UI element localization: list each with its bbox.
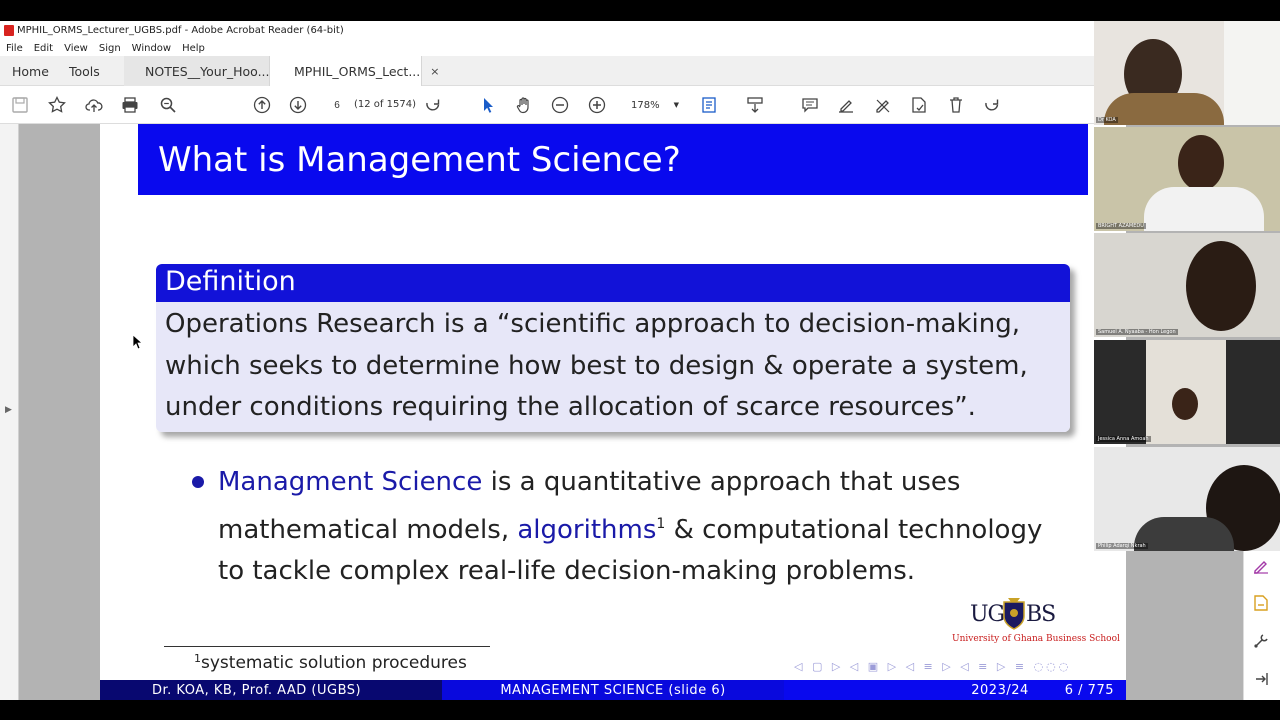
footer-year: 2023/24 <box>971 682 1029 698</box>
window-title: MPHIL_ORMS_Lecturer_UGBS.pdf - Adobe Acrobat Reader (64-bit) <box>17 25 344 36</box>
participant-name: Jessica Anna Amoah <box>1098 436 1149 442</box>
menu-file[interactable]: File <box>6 42 23 54</box>
delete-trash-icon[interactable] <box>946 95 966 115</box>
participant-face <box>1172 388 1198 420</box>
close-tab-icon[interactable]: × <box>430 64 440 78</box>
select-cursor-icon[interactable] <box>478 95 498 115</box>
tab-document-notes[interactable] <box>124 56 270 86</box>
footnote-marker[interactable]: 1 <box>656 515 666 532</box>
page-number-input[interactable] <box>322 96 352 114</box>
logo-text-left: UG <box>970 602 1005 627</box>
redo-icon[interactable] <box>982 95 1002 115</box>
tab-document-mphil-label: MPHIL_ORMS_Lect... <box>294 63 421 79</box>
tools-wrench-icon[interactable] <box>1250 630 1272 652</box>
video-tile[interactable] <box>1094 127 1280 231</box>
term-management-science: Managment Science <box>218 467 483 497</box>
pdf-slide-page <box>100 124 1126 700</box>
previous-page-icon[interactable] <box>252 95 272 115</box>
footnote <box>194 652 467 673</box>
acrobat-app-icon <box>4 25 14 36</box>
video-tile[interactable] <box>1094 21 1280 125</box>
expand-left-panel-icon[interactable]: ▶ <box>5 405 12 415</box>
page-count-label: (12 of 1574) <box>354 99 416 110</box>
tab-document-mphil[interactable] <box>270 56 440 86</box>
edit-pdf-icon[interactable] <box>1250 555 1272 577</box>
participant-shirt <box>1144 187 1264 231</box>
logo-subtitle: University of Ghana Business School <box>952 634 1120 644</box>
ugbs-crest-icon <box>1002 596 1026 630</box>
export-pdf-icon[interactable] <box>1250 592 1272 614</box>
definition-line: under conditions requiring the allocation of scarce resources”. <box>165 392 976 422</box>
save-icon[interactable] <box>10 95 30 115</box>
mouse-cursor-icon <box>132 334 142 350</box>
definition-heading: Definition <box>156 264 1070 302</box>
footer-right <box>784 680 1126 700</box>
tab-home-label: Home <box>12 63 49 79</box>
video-tile[interactable] <box>1094 233 1280 337</box>
definition-line: Operations Research is a “scientific approach to decision-making, <box>165 309 1020 339</box>
participant-face <box>1178 135 1224 191</box>
slide-footer <box>100 680 1126 700</box>
participant-shirt <box>1134 517 1234 551</box>
footnote-divider <box>164 646 490 647</box>
chevron-down-icon: ▼ <box>673 101 679 109</box>
rotate-icon[interactable] <box>423 95 443 115</box>
zoom-in-icon[interactable] <box>587 95 607 115</box>
definition-body <box>156 302 1070 432</box>
fit-page-icon[interactable] <box>700 95 720 115</box>
draw-signature-icon[interactable] <box>873 95 893 115</box>
bullet-text <box>218 462 1058 593</box>
bookmark-star-icon[interactable] <box>47 95 67 115</box>
menu-sign[interactable]: Sign <box>98 42 121 54</box>
search-icon[interactable] <box>158 95 178 115</box>
footer-course: MANAGEMENT SCIENCE (slide 6) <box>442 680 784 700</box>
zoom-level-value: 178% <box>631 99 660 111</box>
ugbs-logo <box>952 594 1120 650</box>
print-icon[interactable] <box>120 95 140 115</box>
comment-icon[interactable] <box>800 95 820 115</box>
participant-name: Dr KOA <box>1098 117 1116 123</box>
menu-view[interactable]: View <box>64 42 88 54</box>
left-panel-collapsed[interactable] <box>0 124 19 700</box>
bookshelf-background <box>1224 21 1280 125</box>
footer-authors: Dr. KOA, KB, Prof. AAD (UGBS) <box>100 680 442 700</box>
menu-bar <box>0 40 1094 56</box>
participant-name: Samuel A. Nyaaba - Hon Legon <box>1098 329 1176 335</box>
participant-name: BRIGHT AZAMEDU <box>1098 223 1144 229</box>
fill-sign-icon[interactable] <box>909 95 929 115</box>
slide-title: What is Management Science? <box>138 124 1088 195</box>
bullet-text-part: & computational technology <box>665 514 1043 545</box>
bullet-text-part: is a quantitative approach that uses <box>482 467 961 497</box>
collapse-panel-icon[interactable] <box>1250 668 1272 690</box>
beamer-navigation-icons[interactable]: ◁ ▢ ▷ ◁ ▣ ▷ ◁ ≡ ▷ ◁ ≡ ▷ ≡ ◌◌◌ <box>794 660 1072 673</box>
participant-name: Philip Adarqi Nkrah <box>1098 543 1146 549</box>
footer-page: 6 / 775 <box>1064 682 1114 698</box>
bullet-text-part: mathematical models, <box>218 514 518 545</box>
upload-cloud-icon[interactable] <box>84 95 104 115</box>
tab-home[interactable] <box>12 56 49 86</box>
hand-tool-icon[interactable] <box>514 95 534 115</box>
tab-document-notes-label: NOTES__Your_Hoo... <box>145 63 270 79</box>
zoom-out-icon[interactable] <box>550 95 570 115</box>
tab-bar <box>0 56 1094 86</box>
highlight-pen-icon[interactable] <box>836 95 856 115</box>
participant-shirt <box>1104 93 1224 125</box>
scroll-mode-icon[interactable] <box>745 95 765 115</box>
zoom-level-select[interactable] <box>622 96 680 114</box>
footnote-number: 1 <box>194 652 201 665</box>
menu-edit[interactable]: Edit <box>33 42 54 54</box>
window-titlebar <box>0 21 1094 40</box>
video-tile[interactable] <box>1094 447 1280 551</box>
menu-window[interactable]: Window <box>131 42 172 54</box>
logo-text-right: BS <box>1026 602 1056 627</box>
footnote-text: systematic solution procedures <box>201 653 467 673</box>
definition-line: which seeks to determine how best to design & operate a system, <box>165 350 1028 381</box>
definition-block <box>156 264 1070 432</box>
menu-help[interactable]: Help <box>182 42 205 54</box>
tab-tools[interactable] <box>69 56 100 86</box>
bullet-text-part: to tackle complex real-life decision-making problems. <box>218 556 916 586</box>
participant-face <box>1186 241 1256 331</box>
next-page-icon[interactable] <box>288 95 308 115</box>
term-algorithms: algorithms <box>517 514 657 545</box>
bullet-dot-icon <box>192 476 204 488</box>
tab-tools-label: Tools <box>69 63 100 79</box>
video-tile[interactable] <box>1094 340 1280 444</box>
